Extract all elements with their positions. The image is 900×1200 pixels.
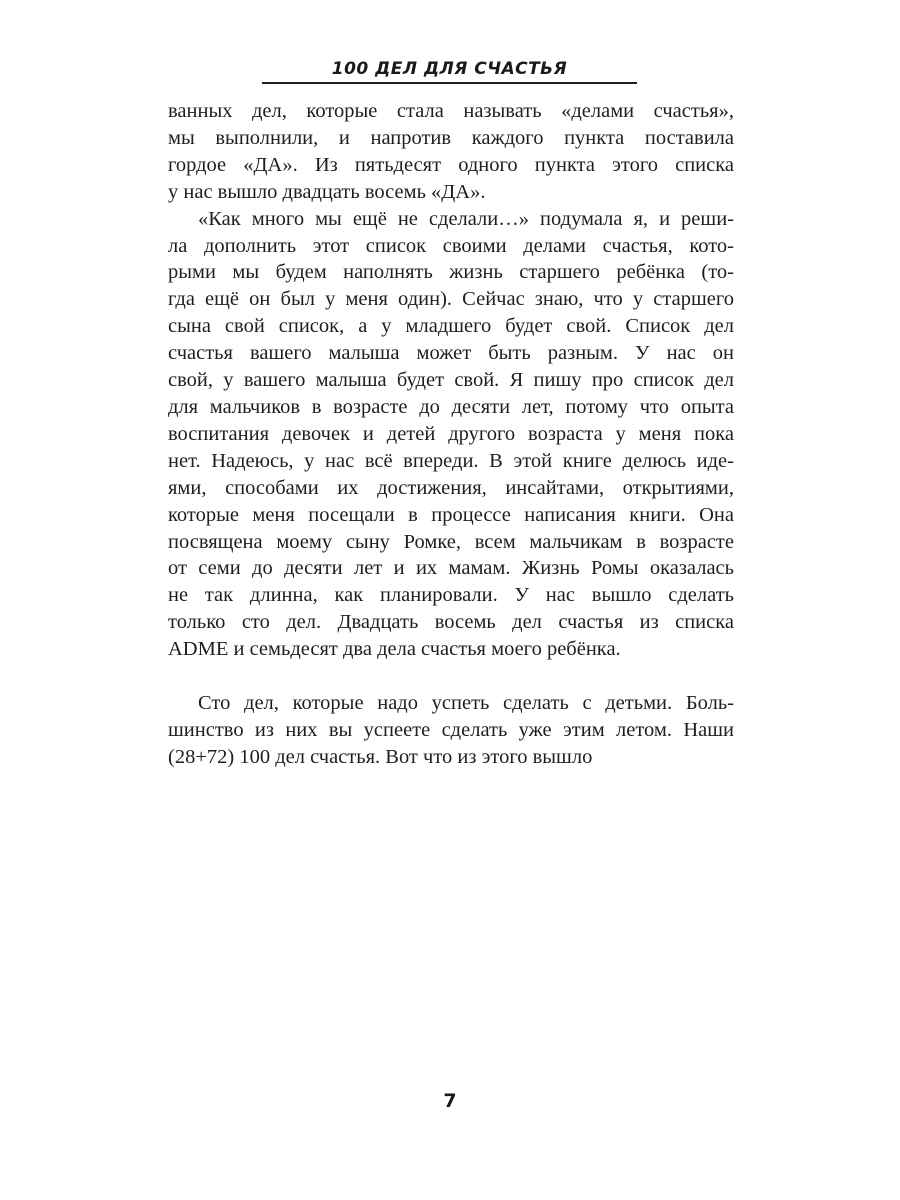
text-line: «Как много мы ещё не сделали…» подумала я, и реши- xyxy=(198,207,734,230)
paragraph-3 xyxy=(168,690,734,771)
text-line: счастья вашего малыша может быть разным. У нас он xyxy=(168,342,734,365)
text-line: свой, у вашего малыша будет свой. Я пишу про список дел xyxy=(168,369,734,392)
paragraph-gap xyxy=(168,663,734,690)
running-title: 100 ДЕЛ ДЛЯ СЧАСТЬЯ xyxy=(331,59,568,79)
paragraph-2 xyxy=(168,206,734,663)
paragraph-1 xyxy=(168,98,734,206)
text-line: мы выполнили, и напротив каждого пункта поставила xyxy=(168,126,734,149)
text-line: у нас вышло двадцать восемь «ДА». xyxy=(168,180,486,203)
text-line: гордое «ДА». Из пятьдесят одного пункта этого списка xyxy=(168,153,734,176)
text-line: не так длинна, как планировали. У нас вышло сделать xyxy=(168,584,734,607)
text-line: ла дополнить этот список своими делами счастья, кото- xyxy=(168,234,734,257)
text-line: воспитания девочек и детей другого возраста у меня пока xyxy=(168,422,734,445)
text-line: от семи до десяти лет и их мамам. Жизнь Ромы оказалась xyxy=(168,557,734,580)
text-line: шинство из них вы успеете сделать уже этим летом. Наши xyxy=(168,718,734,741)
text-line: ADME и семьдесят два дела счастья моего ребёнка. xyxy=(168,638,621,661)
text-line: для мальчиков в возрасте до десяти лет, потому что опыта xyxy=(168,395,734,418)
text-line: рыми мы будем наполнять жизнь старшего ребёнка (то- xyxy=(168,261,734,284)
text-line: (28+72) 100 дел счастья. Вот что из этого вышло xyxy=(168,745,593,768)
text-line: которые меня посещали в процессе написания книги. Она xyxy=(168,503,734,526)
text-line: ями, способами их достижения, инсайтами, открытиями, xyxy=(168,476,734,499)
header-rule xyxy=(262,82,637,84)
text-line: только сто дел. Двадцать восемь дел счастья из списка xyxy=(168,611,734,634)
text-line: нет. Надеюсь, у нас всё впереди. В этой книге делюсь иде- xyxy=(168,449,734,472)
page-number: 7 xyxy=(443,1090,457,1112)
text-line: сына свой список, а у младшего будет свой. Список дел xyxy=(168,315,734,338)
text-line: гда ещё он был у меня один). Сейчас знаю, что у старшего xyxy=(168,288,734,311)
body-text xyxy=(168,98,734,771)
text-line: ванных дел, которые стала называть «делами счастья», xyxy=(168,100,734,122)
text-line: Сто дел, которые надо успеть сделать с детьми. Боль- xyxy=(198,691,734,714)
text-line: посвящена моему сыну Ромке, всем мальчикам в возрасте xyxy=(168,530,734,553)
